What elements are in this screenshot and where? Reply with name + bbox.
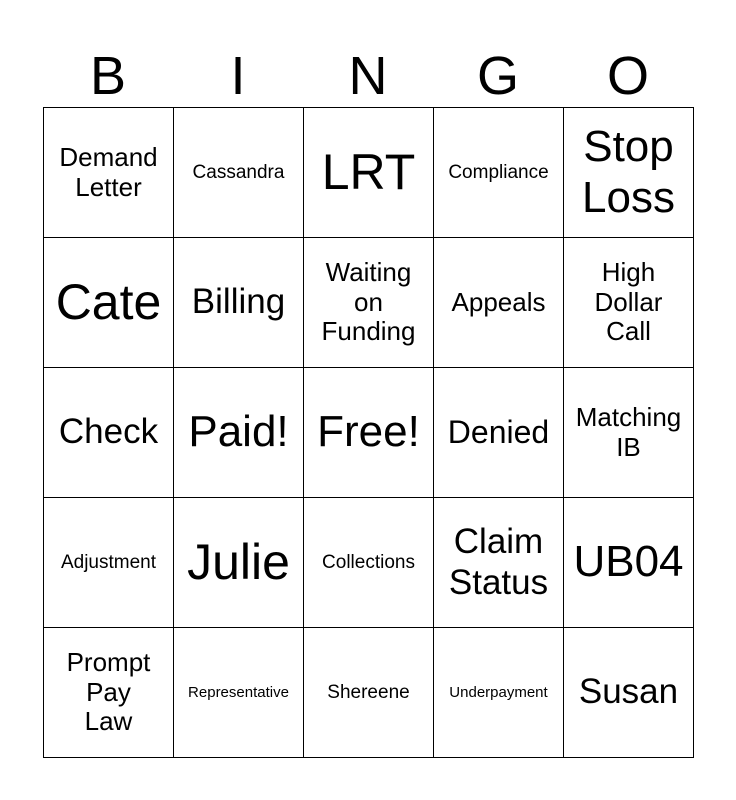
bingo-cell[interactable] [564,108,694,238]
cell-label: Waiting on Funding [321,256,416,347]
bingo-cell[interactable] [174,498,304,628]
bingo-cell[interactable] [304,498,434,628]
bingo-cell[interactable] [174,238,304,368]
bingo-cell[interactable] [174,628,304,758]
cell-label: Shereene [327,681,410,703]
cell-label: Representative [188,683,289,701]
cell-label: Collections [322,551,415,573]
bingo-cell[interactable] [434,238,564,368]
bingo-cell[interactable] [564,368,694,498]
header-letter-i: I [230,46,246,106]
cell-label: Matching IB [575,401,682,462]
bingo-cell[interactable] [564,628,694,758]
bingo-cell[interactable] [434,368,564,498]
bingo-cell[interactable] [44,238,174,368]
bingo-cell[interactable] [44,628,174,758]
cell-label: Cassandra [192,161,285,183]
cell-label: Susan [578,672,679,712]
bingo-cell[interactable] [564,238,694,368]
bingo-cell[interactable] [434,628,564,758]
cell-label: Paid! [188,407,289,457]
bingo-cell[interactable] [44,498,174,628]
bingo-cell[interactable] [174,108,304,238]
header-letter-n: N [348,46,388,106]
cell-label: LRT [321,143,416,200]
cell-label: Free! [317,407,420,457]
header-letter-b: B [89,46,127,106]
bingo-cell[interactable] [304,368,434,498]
cell-label: Billing [191,282,286,322]
bingo-cell[interactable] [174,368,304,498]
cell-label: Denied [447,414,550,451]
bingo-cell[interactable] [434,108,564,238]
bingo-cell[interactable] [304,628,434,758]
bingo-header [43,44,693,108]
bingo-board [43,107,694,758]
cell-label: Underpayment [449,683,548,701]
cell-label: Appeals [451,286,546,317]
cell-label: High Dollar Call [594,256,663,347]
header-letter-o: O [606,46,649,106]
bingo-cell[interactable] [304,108,434,238]
cell-label: Demand Letter [59,141,158,202]
cell-label: Check [58,412,159,452]
cell-label: Prompt Pay Law [66,646,151,737]
bingo-cell[interactable] [304,238,434,368]
cell-label: Adjustment [60,551,157,573]
bingo-cell[interactable] [434,498,564,628]
cell-label: Cate [55,273,162,330]
cell-label: Julie [187,533,290,590]
cell-label: Stop Loss [582,121,675,222]
bingo-cell[interactable] [564,498,694,628]
bingo-cell[interactable] [44,108,174,238]
cell-label: Compliance [448,161,549,183]
cell-label: UB04 [573,537,684,587]
header-letter-g: G [476,46,519,106]
cell-label: Claim Status [448,522,549,602]
bingo-cell[interactable] [44,368,174,498]
